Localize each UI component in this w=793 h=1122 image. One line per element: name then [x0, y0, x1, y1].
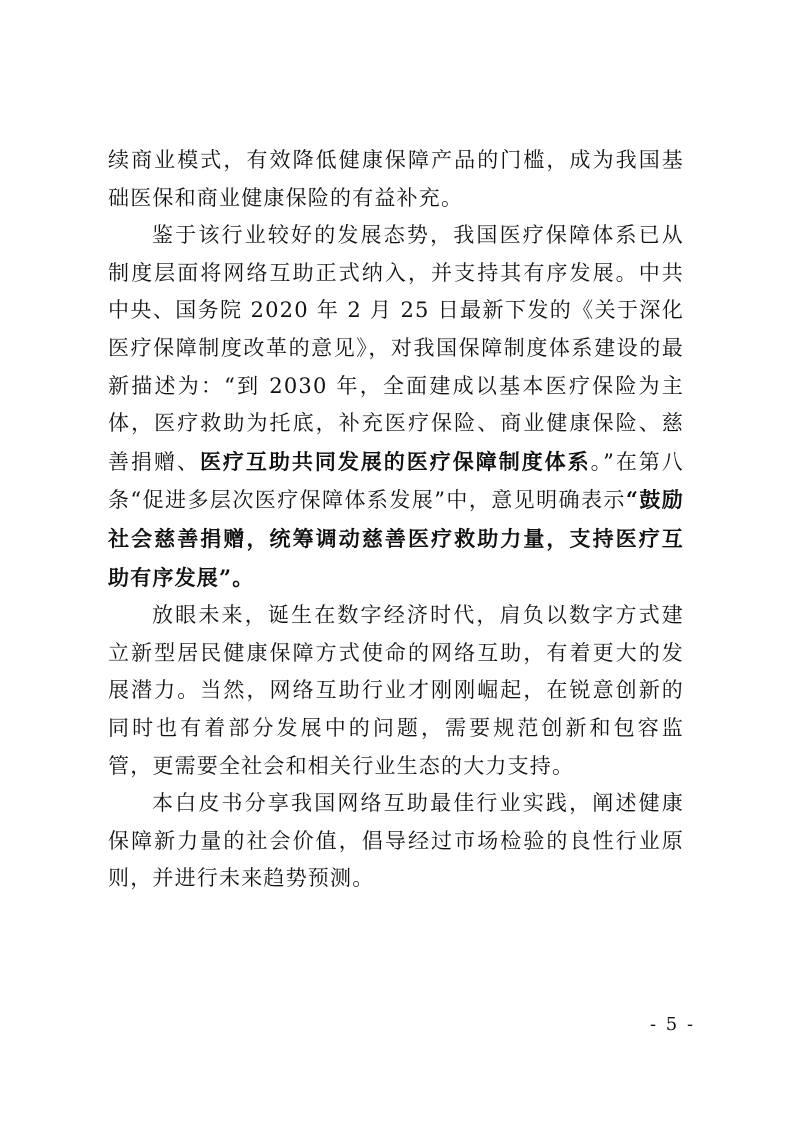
paragraph-2-bold-system: 医疗互助共同发展的医疗保障制度体系 — [199, 448, 591, 474]
paragraph-whitepaper-purpose — [108, 785, 684, 898]
paragraph-3-text: 放眼未来，诞生在数字经济时代，肩负以数字方式建立新型居民健康保障方式使命的网络互助，有着更大的发展潜力。当然，网络互助行业才刚刚崛起，在锐意创新的同时也有着部分发展中的问题，需要规范创新和包容监管，更需要全社会和相关行业生态的大力支持。 — [108, 603, 684, 778]
body-text — [108, 142, 684, 898]
paragraph-2-text-a: 鉴于该行业较好的发展态势，我国医疗保障体系已从制度层面将网络互助正式纳入，并支持其有序发展。中共中央、国务院 2020 年 2 月 25 日最新下发的《关于深化医疗保障制度改革的意见》，对我国保障制度体系建设的最新描述为：“到 2030 年，全面建成以基本医疗保险为主体，医疗救助为托底，补充医疗保险、商业健康保险、慈善捐赠、 — [108, 223, 684, 474]
page-number: - 5 - — [650, 1014, 696, 1035]
paragraph-2-bold-quote: “鼓励社会慈善捐赠，统筹调动慈善医疗救助力量，支持医疗互助有序发展”。 — [108, 487, 684, 590]
paragraph-policy — [108, 217, 684, 597]
paragraph-2-text-b: 。”在第八条“促进多层次医疗保障体系发展”中，意见明确表示 — [108, 449, 684, 513]
paragraph-continuation — [108, 142, 684, 217]
paragraph-4-text: 本白皮书分享我国网络互助最佳行业实践，阐述健康保障新力量的社会价值，倡导经过市场检验的良性行业原则，并进行未来趋势预测。 — [108, 791, 684, 891]
paragraph-outlook — [108, 597, 684, 785]
paragraph-1-text: 续商业模式，有效降低健康保障产品的门槛，成为我国基础医保和商业健康保险的有益补充。 — [108, 148, 684, 210]
